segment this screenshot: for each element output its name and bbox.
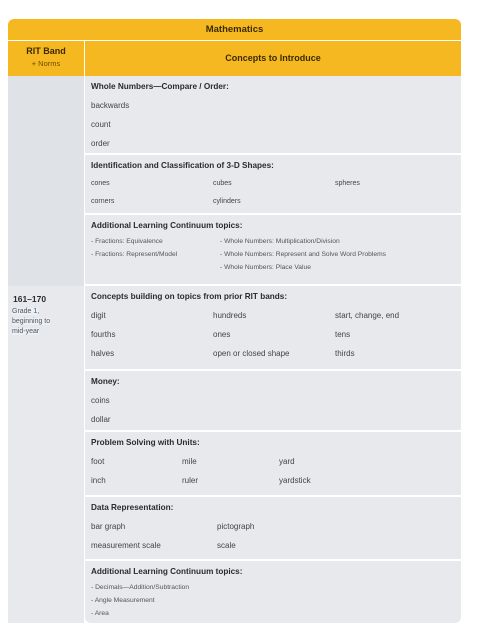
rit-band-label: RIT Band <box>26 46 66 56</box>
list-item: ruler <box>182 476 199 485</box>
norms-label: + Norms <box>31 59 61 68</box>
list-item: yardstick <box>279 476 311 485</box>
section-title: Additional Learning Continuum topics: <box>91 221 243 230</box>
list-item: ones <box>213 330 231 339</box>
topic-item: - Area <box>91 610 109 617</box>
list-item: measurement scale <box>91 541 161 550</box>
section-units <box>85 432 461 497</box>
list-item: scale <box>217 541 236 550</box>
list-item: thirds <box>335 349 355 358</box>
math-document <box>8 19 461 623</box>
band-grade <box>8 304 64 337</box>
list-item: order <box>91 139 110 148</box>
list-item: tens <box>335 330 351 339</box>
list-item: fourths <box>91 330 116 339</box>
section-additional-topics-2 <box>85 561 461 623</box>
topic-item: - Decimals—Addition/Subtraction <box>91 584 190 591</box>
list-item: halves <box>91 349 115 358</box>
list-item: mile <box>182 457 197 466</box>
list-item: count <box>91 120 111 129</box>
rit-band-header <box>8 41 85 76</box>
grade-line: Grade 1, <box>12 308 40 315</box>
section-title: Additional Learning Continuum topics: <box>91 567 243 576</box>
topic-item: - Whole Numbers: Place Value <box>220 264 311 271</box>
band-range: 161–170 <box>13 294 47 304</box>
topic-item: - Angle Measurement <box>91 597 155 604</box>
list-item: cubes <box>213 180 232 187</box>
section-additional-topics-1 <box>85 215 461 286</box>
section-concepts-prior <box>85 286 461 371</box>
section-title: Identification and Classification of 3-D Shapes: <box>91 161 274 170</box>
section-title: Concepts building on topics from prior RIT bands: <box>91 292 288 301</box>
list-item: open or closed shape <box>213 349 290 358</box>
list-item: hundreds <box>213 311 247 320</box>
section-data-representation <box>85 497 461 561</box>
list-item: cones <box>91 180 110 187</box>
grade-line: mid-year <box>12 328 40 335</box>
topic-item: - Whole Numbers: Multiplication/Division <box>220 238 340 245</box>
list-item: digit <box>91 311 106 320</box>
list-item: start, change, end <box>335 311 400 320</box>
list-item: cylinders <box>213 198 241 205</box>
band-row-previous <box>8 76 461 286</box>
topic-item: - Whole Numbers: Represent and Solve Word Problems <box>220 251 387 258</box>
topic-item: - Fractions: Represent/Model <box>91 251 178 258</box>
section-whole-numbers <box>85 76 461 155</box>
band-cell-empty <box>8 76 85 286</box>
list-item: inch <box>91 476 106 485</box>
list-item: corners <box>91 198 115 205</box>
section-title: Money: <box>91 377 120 386</box>
list-item: coins <box>91 396 110 405</box>
list-item: bar graph <box>91 522 126 531</box>
list-item: yard <box>279 457 295 466</box>
concepts-header: Concepts to Introduce <box>85 41 461 76</box>
topic-item: - Fractions: Equivalence <box>91 238 163 245</box>
section-title: Problem Solving with Units: <box>91 438 200 447</box>
table-header <box>8 40 461 76</box>
document-title: Mathematics <box>8 19 461 40</box>
list-item: pictograph <box>217 522 255 531</box>
band-cell <box>8 286 85 623</box>
list-item: spheres <box>335 180 360 187</box>
grade-line: beginning to <box>12 318 51 325</box>
band-row-161-170 <box>8 286 461 623</box>
list-item: dollar <box>91 415 111 424</box>
section-title: Whole Numbers—Compare / Order: <box>91 82 229 91</box>
list-item: foot <box>91 457 105 466</box>
section-3d-shapes <box>85 155 461 215</box>
section-title: Data Representation: <box>91 503 174 512</box>
section-money <box>85 371 461 432</box>
list-item: backwards <box>91 101 130 110</box>
